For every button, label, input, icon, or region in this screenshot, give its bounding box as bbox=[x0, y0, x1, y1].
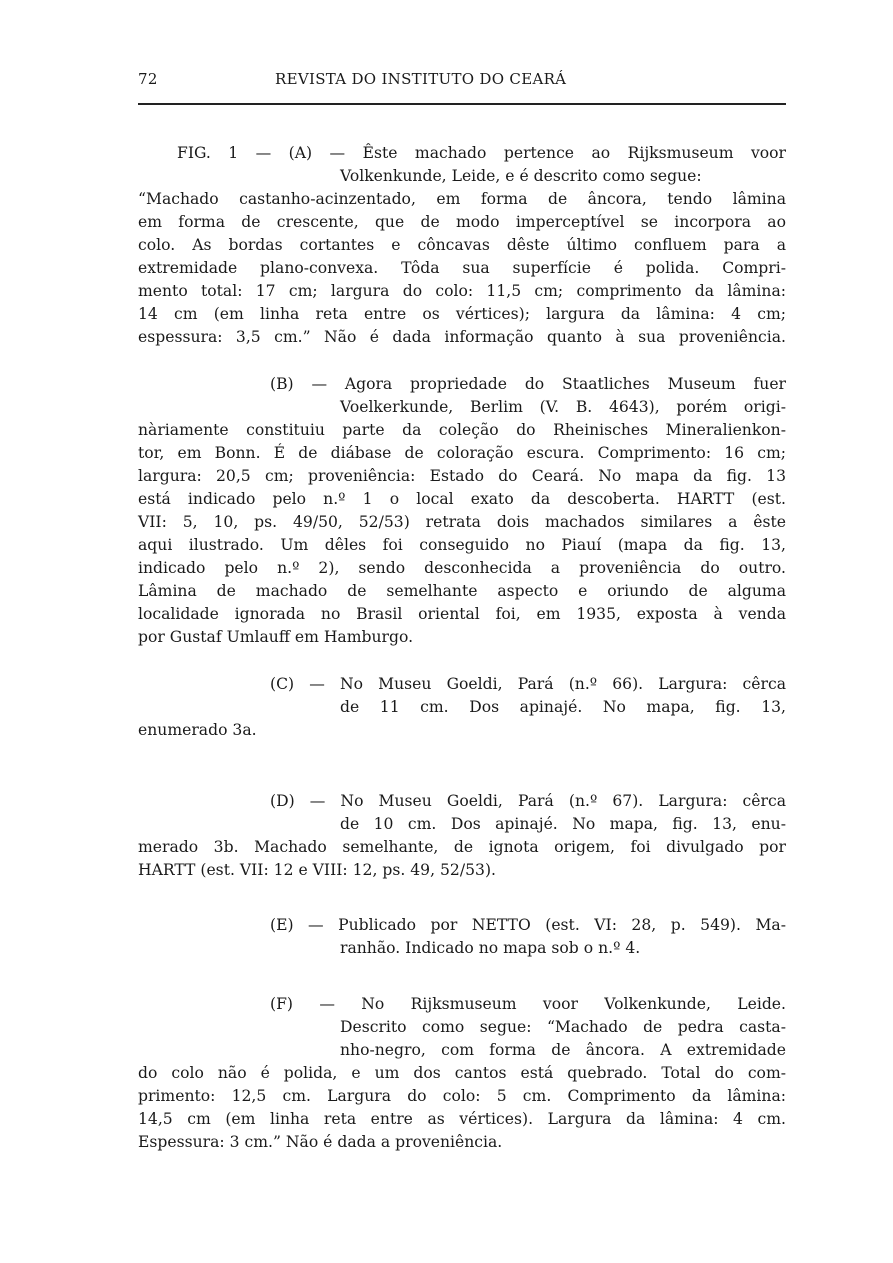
text-line: (C) — No Museu Goeldi, Pará (n.º 66). Largura: cêrca bbox=[270, 675, 786, 693]
page-number: 72 bbox=[138, 70, 158, 88]
text-line: mento total: 17 cm; largura do colo: 11,5 cm; comprimento da lâmina: bbox=[138, 282, 786, 300]
text-line: enumerado 3a. bbox=[138, 721, 257, 739]
text-line: merado 3b. Machado semelhante, de ignota origem, foi divulgado por bbox=[138, 838, 786, 856]
text-line: está indicado pelo n.º 1 o local exato da descoberta. HARTT (est. bbox=[138, 490, 786, 508]
text-line: de 10 cm. Dos apinajé. No mapa, fig. 13, enu- bbox=[340, 815, 786, 833]
text-line: (B) — Agora propriedade do Staatliches Museum fuer bbox=[270, 375, 786, 393]
text-line: por Gustaf Umlauff em Hamburgo. bbox=[138, 628, 414, 646]
text-line: (F) — No Rijksmuseum voor Volkenkunde, Leide. bbox=[270, 995, 786, 1013]
text-line: Espessura: 3 cm.” Não é dada a proveniência. bbox=[138, 1133, 503, 1151]
text-line: extremidade plano-convexa. Tôda sua superfície é polida. Compri- bbox=[138, 259, 786, 277]
text-line: de 11 cm. Dos apinajé. No mapa, fig. 13, bbox=[340, 698, 786, 716]
header-rule bbox=[138, 103, 786, 105]
text-line: (E) — Publicado por NETTO (est. VI: 28, p. 549). Ma- bbox=[270, 916, 786, 934]
text-line: Descrito como segue: “Machado de pedra casta- bbox=[340, 1018, 786, 1036]
text-line: aqui ilustrado. Um dêles foi conseguido no Piauí (mapa da fig. 13, bbox=[138, 536, 786, 554]
text-line: “Machado castanho-acinzentado, em forma de âncora, tendo lâmina bbox=[138, 190, 786, 208]
text-line: indicado pelo n.º 2), sendo desconhecida a proveniência do outro. bbox=[138, 559, 786, 577]
text-line: largura: 20,5 cm; proveniência: Estado do Ceará. No mapa da fig. 13 bbox=[138, 467, 786, 485]
text-line: VII: 5, 10, ps. 49/50, 52/53) retrata dois machados similares a êste bbox=[138, 513, 786, 531]
text-line: em forma de crescente, que de modo imperceptível se incorpora ao bbox=[138, 213, 786, 231]
text-line: Volkenkunde, Leide, e é descrito como segue: bbox=[340, 167, 702, 185]
journal-title: REVISTA DO INSTITUTO DO CEARÁ bbox=[275, 70, 567, 88]
text-line: espessura: 3,5 cm.” Não é dada informação quanto à sua proveniência. bbox=[138, 328, 786, 346]
text-line: nho-negro, com forma de âncora. A extremidade bbox=[340, 1041, 786, 1059]
text-line: do colo não é polida, e um dos cantos está quebrado. Total do com- bbox=[138, 1064, 786, 1082]
text-line: 14,5 cm (em linha reta entre as vértices). Largura da lâmina: 4 cm. bbox=[138, 1110, 786, 1128]
text-line: nàriamente constituiu parte da coleção do Rheinisches Mineralienkon- bbox=[138, 421, 786, 439]
text-line: ranhão. Indicado no mapa sob o n.º 4. bbox=[340, 939, 641, 957]
text-line: primento: 12,5 cm. Largura do colo: 5 cm. Comprimento da lâmina: bbox=[138, 1087, 786, 1105]
text-line: FIG. 1 — (A) — Êste machado pertence ao Rijksmuseum voor bbox=[177, 144, 786, 162]
text-line: 14 cm (em linha reta entre os vértices); largura da lâmina: 4 cm; bbox=[138, 305, 786, 323]
text-line: (D) — No Museu Goeldi, Pará (n.º 67). Largura: cêrca bbox=[270, 792, 786, 810]
text-line: colo. As bordas cortantes e côncavas dêste último confluem para a bbox=[138, 236, 786, 254]
text-line: HARTT (est. VII: 12 e VIII: 12, ps. 49, 52/53). bbox=[138, 861, 496, 879]
text-line: localidade ignorada no Brasil oriental foi, em 1935, exposta à venda bbox=[138, 605, 786, 623]
running-header bbox=[138, 70, 786, 94]
text-line: tor, em Bonn. É de diábase de coloração escura. Comprimento: 16 cm; bbox=[138, 444, 786, 462]
text-line: Voelkerkunde, Berlim (V. B. 4643), porém origi- bbox=[340, 398, 786, 416]
text-line: Lâmina de machado de semelhante aspecto e oriundo de alguma bbox=[138, 582, 786, 600]
